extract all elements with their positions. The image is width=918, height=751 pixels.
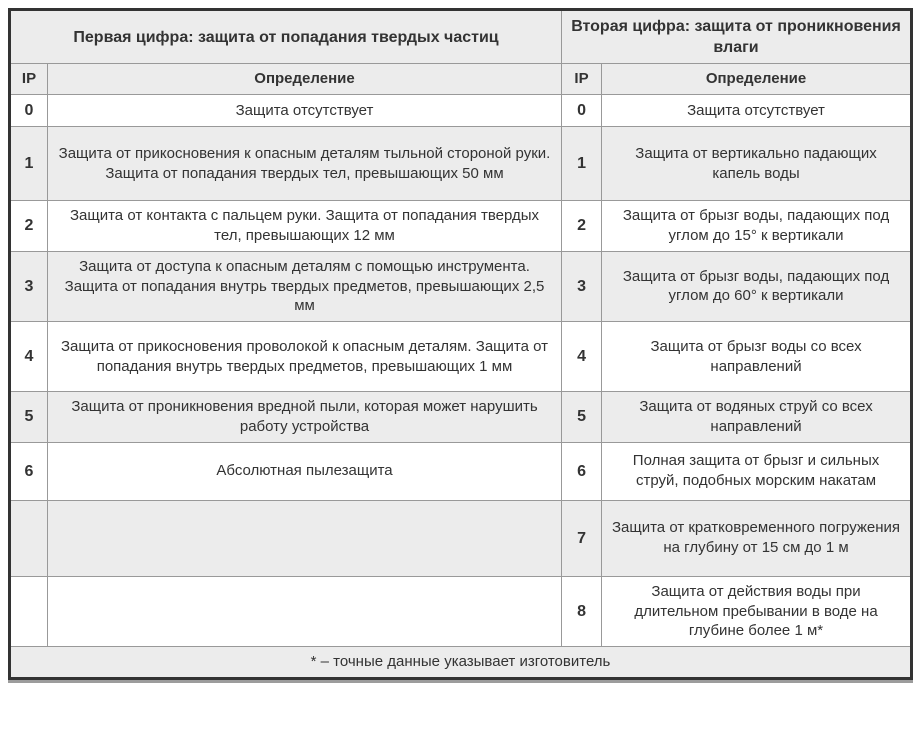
- ip-cell-right: 6: [562, 442, 602, 500]
- definition-cell-right: Защита от водяных струй со всех направлений: [602, 392, 912, 443]
- definition-cell-left: Защита от контакта с пальцем руки. Защита от попадания твердых тел, превышающих 12 мм: [48, 201, 562, 252]
- table-row: [10, 392, 912, 443]
- ip-cell-left: 1: [10, 127, 48, 201]
- ip-cell-right: 3: [562, 251, 602, 321]
- definition-cell-left: Абсолютная пылезащита: [48, 442, 562, 500]
- ip-cell-left: 2: [10, 201, 48, 252]
- table-body: [10, 95, 912, 647]
- definition-cell-right: Защита от действия воды при длительном пребывании в воде на глубине более 1 м*: [602, 576, 912, 646]
- ip-cell-right: 4: [562, 322, 602, 392]
- definition-cell-left: Защита от проникновения вредной пыли, которая может нарушить работу устройства: [48, 392, 562, 443]
- footnote-text: * – точные данные указывает изготовитель: [10, 647, 912, 679]
- table-row: [10, 127, 912, 201]
- ip-rating-table: [8, 8, 913, 680]
- group-header-first-digit: Первая цифра: защита от попадания твердых частиц: [10, 10, 562, 64]
- table-head: [10, 10, 912, 95]
- table-row: [10, 576, 912, 646]
- table-row: [10, 201, 912, 252]
- ip-cell-left: 3: [10, 251, 48, 321]
- definition-cell-right: Защита от брызг воды со всех направлений: [602, 322, 912, 392]
- definition-cell-left-empty: [48, 576, 562, 646]
- group-header-second-digit: Вторая цифра: защита от проникновения влаги: [562, 10, 912, 64]
- ip-cell-left: 6: [10, 442, 48, 500]
- ip-cell-right: 5: [562, 392, 602, 443]
- ip-cell-left-empty: [10, 500, 48, 576]
- table-foot: [10, 647, 912, 679]
- ip-cell-left-empty: [10, 576, 48, 646]
- ip-cell-right: 0: [562, 95, 602, 127]
- ip-cell-left: 5: [10, 392, 48, 443]
- definition-cell-right: Полная защита от брызг и сильных струй, подобных морским накатам: [602, 442, 912, 500]
- sub-header-ip-left: IP: [10, 64, 48, 95]
- sub-header-definition-left: Определение: [48, 64, 562, 95]
- table-row: [10, 442, 912, 500]
- sub-header-definition-right: Определение: [602, 64, 912, 95]
- group-header-row: [10, 10, 912, 64]
- definition-cell-left: Защита отсутствует: [48, 95, 562, 127]
- sub-header-ip-right: IP: [562, 64, 602, 95]
- definition-cell-left: Защита от доступа к опасным деталям с помощью инструмента. Защита от попадания внутрь твердых предметов, превышающих 2,5 мм: [48, 251, 562, 321]
- definition-cell-left-empty: [48, 500, 562, 576]
- definition-cell-right: Защита от кратковременного погружения на глубину от 15 см до 1 м: [602, 500, 912, 576]
- table-row: [10, 251, 912, 321]
- table-row: [10, 322, 912, 392]
- ip-cell-left: 0: [10, 95, 48, 127]
- table-row: [10, 95, 912, 127]
- ip-cell-right: 8: [562, 576, 602, 646]
- ip-cell-right: 2: [562, 201, 602, 252]
- footnote-row: [10, 647, 912, 679]
- table-row: [10, 500, 912, 576]
- ip-cell-right: 1: [562, 127, 602, 201]
- sub-header-row: [10, 64, 912, 95]
- ip-cell-right: 7: [562, 500, 602, 576]
- definition-cell-right: Защита от брызг воды, падающих под углом до 15° к вертикали: [602, 201, 912, 252]
- definition-cell-right: Защита отсутствует: [602, 95, 912, 127]
- definition-cell-left: Защита от прикосновения проволокой к опасным деталям. Защита от попадания внутрь твердых предметов, превышающих 1 мм: [48, 322, 562, 392]
- definition-cell-left: Защита от прикосновения к опасным деталям тыльной стороной руки. Защита от попадания твердых тел, превышающих 50 мм: [48, 127, 562, 201]
- definition-cell-right: Защита от вертикально падающих капель воды: [602, 127, 912, 201]
- definition-cell-right: Защита от брызг воды, падающих под углом до 60° к вертикали: [602, 251, 912, 321]
- ip-cell-left: 4: [10, 322, 48, 392]
